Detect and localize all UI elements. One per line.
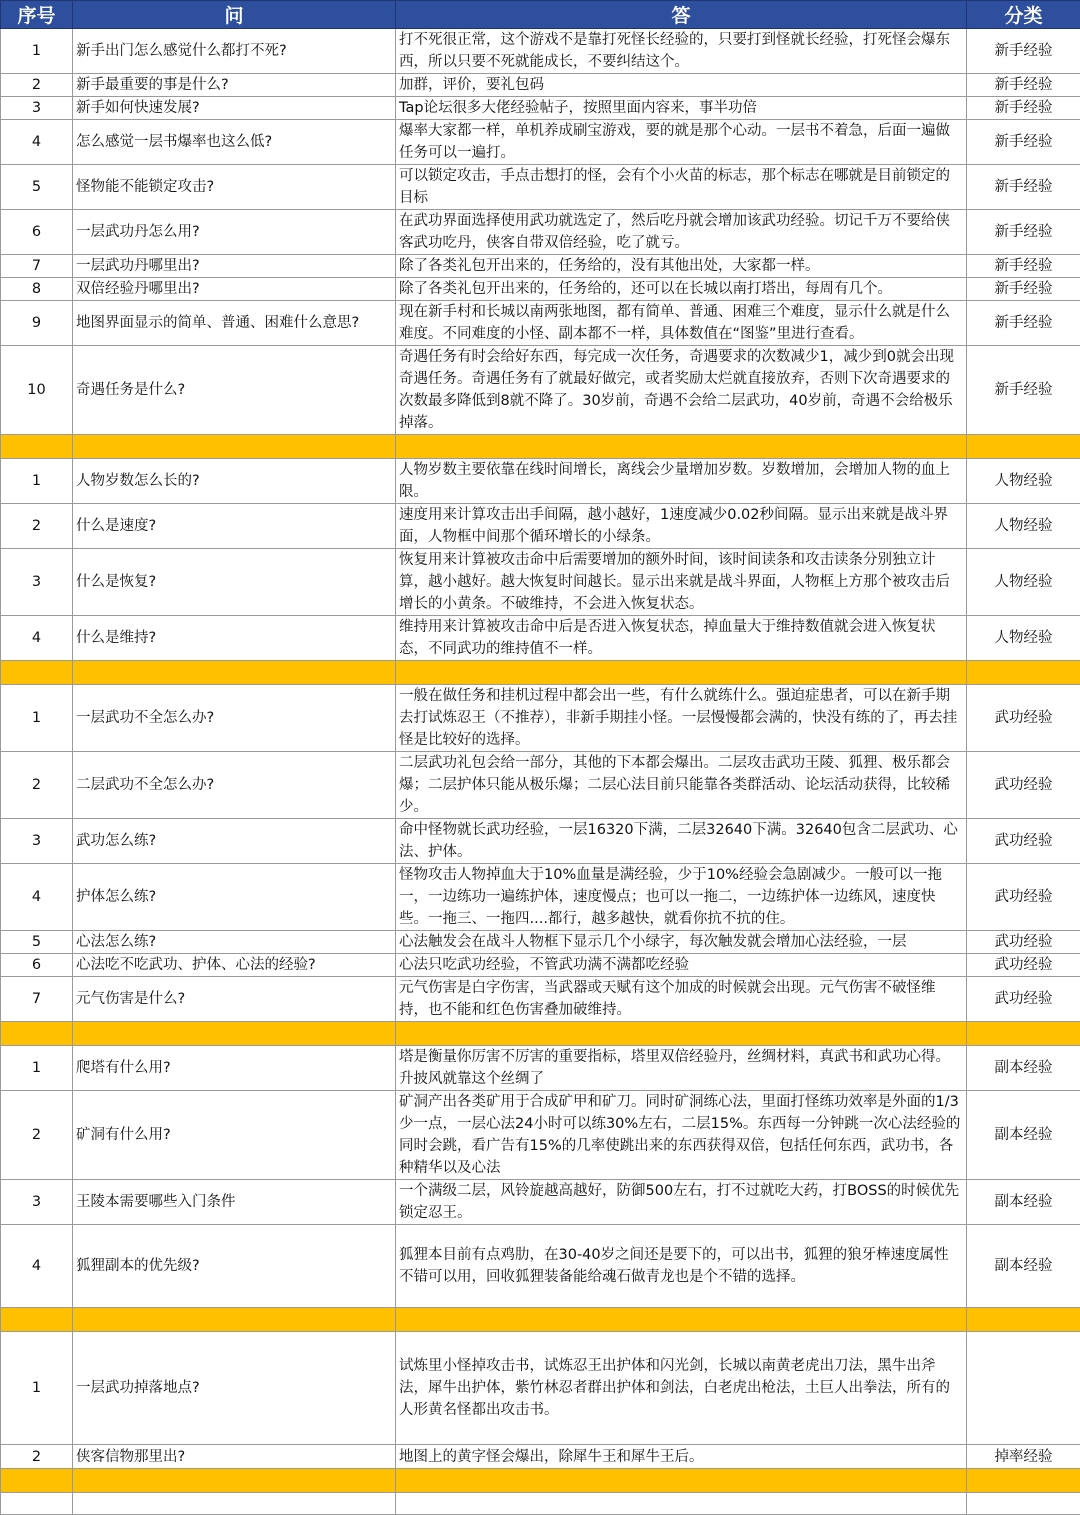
answer-cell[interactable]: 现在新手村和长城以南两张地图，都有简单、普通、困难三个难度，显示什么就是什么难度。不同难度的小怪、副本都不一样，具体数值在“图鉴”里进行查看。 — [396, 301, 967, 346]
question-cell[interactable]: 新手最重要的事是什么? — [73, 74, 396, 97]
answer-cell[interactable]: 打不死很正常，这个游戏不是靠打死怪长经验的，只要打到怪就长经验，打死怪会爆东西，所以只要不死就能成长，不要纠结这个。 — [396, 29, 967, 74]
separator-cell[interactable] — [967, 661, 1080, 685]
index-cell[interactable]: 2 — [1, 74, 73, 97]
table-row — [1, 1332, 1080, 1445]
category-cell[interactable] — [967, 1493, 1080, 1515]
question-cell[interactable]: 爬塔有什么用? — [73, 1046, 396, 1091]
index-cell[interactable]: 4 — [1, 616, 73, 661]
category-cell[interactable]: 武功经验 — [967, 752, 1080, 819]
index-cell[interactable]: 3 — [1, 1180, 73, 1225]
separator-cell[interactable] — [967, 1308, 1080, 1332]
category-cell[interactable]: 副本经验 — [967, 1225, 1080, 1308]
index-cell[interactable]: 3 — [1, 549, 73, 616]
question-cell[interactable]: 新手如何快速发展? — [73, 97, 396, 120]
answer-cell[interactable]: 地图上的黄字怪会爆出，除犀牛王和犀牛王后。 — [396, 1445, 967, 1469]
question-cell[interactable]: 什么是恢复? — [73, 549, 396, 616]
question-cell[interactable]: 一层武功丹哪里出? — [73, 255, 396, 278]
category-cell[interactable]: 新手经验 — [967, 301, 1080, 346]
category-cell[interactable]: 新手经验 — [967, 278, 1080, 301]
section-separator-row — [1, 1308, 1080, 1332]
category-cell[interactable]: 新手经验 — [967, 120, 1080, 165]
question-cell[interactable]: 武功怎么练? — [73, 819, 396, 864]
table-row — [1, 616, 1080, 661]
index-cell[interactable]: 2 — [1, 504, 73, 549]
table-row — [1, 977, 1080, 1022]
answer-cell[interactable]: 恢复用来计算被攻击命中后需要增加的额外时间，该时间读条和攻击读条分别独立计算，越小越好。越大恢复时间越长。显示出来就是战斗界面，人物框上方那个被攻击后增长的小黄条。不破维持，不会进入恢复状态。 — [396, 549, 967, 616]
category-cell[interactable]: 武功经验 — [967, 864, 1080, 931]
table-row — [1, 165, 1080, 210]
table-row — [1, 210, 1080, 255]
index-cell[interactable]: 1 — [1, 459, 73, 504]
category-cell[interactable]: 人物经验 — [967, 459, 1080, 504]
category-cell[interactable]: 新手经验 — [967, 255, 1080, 278]
table-row — [1, 931, 1080, 954]
index-cell[interactable]: 7 — [1, 255, 73, 278]
section-separator-row — [1, 1022, 1080, 1046]
separator-cell[interactable] — [73, 435, 396, 459]
category-cell[interactable]: 新手经验 — [967, 97, 1080, 120]
table-row — [1, 685, 1080, 752]
separator-cell[interactable] — [73, 1469, 396, 1493]
separator-cell[interactable] — [396, 435, 967, 459]
answer-cell[interactable]: 维持用来计算被攻击命中后是否进入恢复状态，掉血量大于维持数值就会进入恢复状态，不同武功的维持值不一样。 — [396, 616, 967, 661]
question-cell[interactable]: 元气伤害是什么? — [73, 977, 396, 1022]
answer-cell[interactable]: 狐狸本目前有点鸡肋，在30-40岁之间还是要下的，可以出书，狐狸的狼牙棒速度属性不错可以用，回收狐狸装备能给魂石做青龙也是个不错的选择。 — [396, 1225, 967, 1308]
index-cell[interactable]: 6 — [1, 210, 73, 255]
index-cell[interactable]: 1 — [1, 685, 73, 752]
answer-cell[interactable]: 怪物攻击人物掉血大于10%血量是满经验，少于10%经验会急剧减少。一般可以一拖一，一边练功一遍练护体，速度慢点；也可以一拖二，一边练护体一边练风，速度快些。一拖三、一拖四....都行，越多越快，就看你抗不抗的住。 — [396, 864, 967, 931]
separator-cell[interactable] — [396, 1469, 967, 1493]
category-cell[interactable]: 武功经验 — [967, 977, 1080, 1022]
table-row — [1, 278, 1080, 301]
index-cell[interactable] — [1, 1493, 73, 1515]
question-cell[interactable]: 矿洞有什么用? — [73, 1091, 396, 1180]
answer-cell[interactable]: 速度用来计算攻击出手间隔，越小越好，1速度减少0.02秒间隔。显示出来就是战斗界面，人物框中间那个循环增长的小绿条。 — [396, 504, 967, 549]
question-cell[interactable] — [73, 1493, 396, 1515]
table-row — [1, 954, 1080, 977]
table-row — [1, 255, 1080, 278]
category-cell[interactable]: 新手经验 — [967, 74, 1080, 97]
index-cell[interactable]: 10 — [1, 346, 73, 435]
answer-cell[interactable]: Tap论坛很多大佬经验帖子，按照里面内容来，事半功倍 — [396, 97, 967, 120]
header-question[interactable]: 问 — [73, 1, 396, 29]
category-cell[interactable]: 新手经验 — [967, 210, 1080, 255]
answer-cell[interactable]: 爆率大家都一样，单机养成刷宝游戏，要的就是那个心动。一层书不着急，后面一遍做任务可以一遍打。 — [396, 120, 967, 165]
index-cell[interactable]: 7 — [1, 977, 73, 1022]
question-cell[interactable]: 一层武功不全怎么办? — [73, 685, 396, 752]
separator-cell[interactable] — [1, 1308, 73, 1332]
answer-cell[interactable]: 奇遇任务有时会给好东西，每完成一次任务，奇遇要求的次数减少1，减少到0就会出现奇遇任务。奇遇任务有了就最好做完，或者奖励太烂就直接放弃，否则下次奇遇要求的次数最多降低到8就不降了。30岁前，奇遇不会给二层武功，40岁前，奇遇不会给极乐掉落。 — [396, 346, 967, 435]
index-cell[interactable]: 1 — [1, 29, 73, 74]
category-cell[interactable] — [967, 1332, 1080, 1445]
answer-cell[interactable]: 心法触发会在战斗人物框下显示几个小绿字，每次触发就会增加心法经验，一层 — [396, 931, 967, 954]
table-row — [1, 864, 1080, 931]
category-cell[interactable]: 人物经验 — [967, 616, 1080, 661]
section-separator-row — [1, 435, 1080, 459]
category-cell[interactable]: 新手经验 — [967, 165, 1080, 210]
category-cell[interactable]: 副本经验 — [967, 1046, 1080, 1091]
table-row — [1, 97, 1080, 120]
separator-cell[interactable] — [1, 435, 73, 459]
question-cell[interactable]: 狐狸副本的优先级? — [73, 1225, 396, 1308]
answer-cell[interactable]: 矿洞产出各类矿用于合成矿甲和矿刀。同时矿洞练心法，里面打怪练功效率是外面的1/3少一点，一层心法24小时可以练30%左右，二层15%。东西每一分钟跳一次心法经验的同时会跳，看广告有15%的几率使跳出来的东西获得双倍，包括任何东西，武功书，各种精华以及心法 — [396, 1091, 967, 1180]
question-cell[interactable]: 心法怎么练? — [73, 931, 396, 954]
question-cell[interactable]: 人物岁数怎么长的? — [73, 459, 396, 504]
separator-cell[interactable] — [967, 1022, 1080, 1046]
header-index[interactable]: 序号 — [1, 1, 73, 29]
separator-cell[interactable] — [396, 1022, 967, 1046]
section-separator-row — [1, 1469, 1080, 1493]
question-cell[interactable]: 怎么感觉一层书爆率也这么低? — [73, 120, 396, 165]
separator-cell[interactable] — [73, 1022, 396, 1046]
table-row — [1, 1493, 1080, 1515]
table-row — [1, 301, 1080, 346]
category-cell[interactable]: 副本经验 — [967, 1091, 1080, 1180]
answer-cell[interactable]: 塔是衡量你厉害不厉害的重要指标，塔里双倍经验丹，丝绸材料，真武书和武功心得。升披风就靠这个丝绸了 — [396, 1046, 967, 1091]
table-row — [1, 29, 1080, 74]
separator-cell[interactable] — [73, 661, 396, 685]
index-cell[interactable]: 3 — [1, 97, 73, 120]
table-row — [1, 74, 1080, 97]
index-cell[interactable]: 4 — [1, 1225, 73, 1308]
table-row — [1, 549, 1080, 616]
answer-cell[interactable]: 一个满级二层，风铃旋越高越好，防御500左右，打不过就吃大药，打BOSS的时候优先锁定忍王。 — [396, 1180, 967, 1225]
answer-cell[interactable]: 二层武功礼包会给一部分，其他的下本都会爆出。二层攻击武功王陵、狐狸、极乐都会爆；二层护体只能从极乐爆；二层心法目前只能靠各类群活动、论坛活动获得，比较稀少。 — [396, 752, 967, 819]
question-cell[interactable]: 地图界面显示的简单、普通、困难什么意思? — [73, 301, 396, 346]
question-cell[interactable]: 二层武功不全怎么办? — [73, 752, 396, 819]
answer-cell[interactable]: 命中怪物就长武功经验，一层16320下满，二层32640下满。32640包含二层武功、心法、护体。 — [396, 819, 967, 864]
category-cell[interactable]: 人物经验 — [967, 504, 1080, 549]
category-cell[interactable]: 武功经验 — [967, 931, 1080, 954]
question-cell[interactable]: 新手出门怎么感觉什么都打不死? — [73, 29, 396, 74]
answer-cell[interactable] — [396, 1493, 967, 1515]
table-row — [1, 1445, 1080, 1469]
index-cell[interactable]: 8 — [1, 278, 73, 301]
answer-cell[interactable]: 心法只吃武功经验，不管武功满不满都吃经验 — [396, 954, 967, 977]
index-cell[interactable]: 5 — [1, 165, 73, 210]
separator-cell[interactable] — [1, 661, 73, 685]
question-cell[interactable]: 护体怎么练? — [73, 864, 396, 931]
index-cell[interactable]: 2 — [1, 752, 73, 819]
separator-cell[interactable] — [1, 1469, 73, 1493]
question-cell[interactable]: 一层武功掉落地点? — [73, 1332, 396, 1445]
index-cell[interactable]: 4 — [1, 864, 73, 931]
question-cell[interactable]: 怪物能不能锁定攻击? — [73, 165, 396, 210]
question-cell[interactable]: 奇遇任务是什么? — [73, 346, 396, 435]
section-separator-row — [1, 661, 1080, 685]
category-cell[interactable]: 武功经验 — [967, 954, 1080, 977]
answer-cell[interactable]: 除了各类礼包开出来的，任务给的，还可以在长城以南打塔出，每周有几个。 — [396, 278, 967, 301]
separator-cell[interactable] — [967, 435, 1080, 459]
index-cell[interactable]: 6 — [1, 954, 73, 977]
answer-cell[interactable]: 可以锁定攻击，手点击想打的怪，会有个小火苗的标志，那个标志在哪就是目前锁定的目标 — [396, 165, 967, 210]
answer-cell[interactable]: 在武功界面选择使用武功就选定了，然后吃丹就会增加该武功经验。切记千万不要给侠客武功吃丹，侠客自带双倍经验，吃了就亏。 — [396, 210, 967, 255]
category-cell[interactable]: 人物经验 — [967, 549, 1080, 616]
separator-cell[interactable] — [1, 1022, 73, 1046]
index-cell[interactable]: 5 — [1, 931, 73, 954]
index-cell[interactable]: 2 — [1, 1445, 73, 1469]
index-cell[interactable]: 3 — [1, 819, 73, 864]
table-row — [1, 1046, 1080, 1091]
table-row — [1, 752, 1080, 819]
table-row — [1, 120, 1080, 165]
table-row — [1, 459, 1080, 504]
question-cell[interactable]: 王陵本需要哪些入门条件 — [73, 1180, 396, 1225]
answer-cell[interactable]: 一般在做任务和挂机过程中都会出一些，有什么就练什么。强迫症患者，可以在新手期去打试炼忍王（不推荐），非新手期挂小怪。一层慢慢都会满的，快没有练的了，再去挂怪是比较好的选择。 — [396, 685, 967, 752]
index-cell[interactable]: 1 — [1, 1332, 73, 1445]
separator-cell[interactable] — [396, 1308, 967, 1332]
category-cell[interactable]: 新手经验 — [967, 29, 1080, 74]
table-row — [1, 504, 1080, 549]
header-category[interactable]: 分类 — [967, 1, 1080, 29]
table-row — [1, 346, 1080, 435]
question-cell[interactable]: 什么是维持? — [73, 616, 396, 661]
question-cell[interactable]: 双倍经验丹哪里出? — [73, 278, 396, 301]
category-cell[interactable]: 新手经验 — [967, 346, 1080, 435]
header-row — [1, 1, 1080, 29]
table-row — [1, 1091, 1080, 1180]
index-cell[interactable]: 2 — [1, 1091, 73, 1180]
table-row — [1, 819, 1080, 864]
category-cell[interactable]: 武功经验 — [967, 685, 1080, 752]
separator-cell[interactable] — [967, 1469, 1080, 1493]
question-cell[interactable]: 侠客信物那里出? — [73, 1445, 396, 1469]
category-cell[interactable]: 武功经验 — [967, 819, 1080, 864]
question-cell[interactable]: 什么是速度? — [73, 504, 396, 549]
answer-cell[interactable]: 除了各类礼包开出来的，任务给的，没有其他出处，大家都一样。 — [396, 255, 967, 278]
answer-cell[interactable]: 元气伤害是白字伤害，当武器或天赋有这个加成的时候就会出现。元气伤害不破怪维持，也不能和红色伤害叠加破维持。 — [396, 977, 967, 1022]
category-cell[interactable]: 掉率经验 — [967, 1445, 1080, 1469]
table-body — [1, 29, 1080, 1515]
category-cell[interactable]: 副本经验 — [967, 1180, 1080, 1225]
answer-cell[interactable]: 人物岁数主要依靠在线时间增长，离线会少量增加岁数。岁数增加，会增加人物的血上限。 — [396, 459, 967, 504]
index-cell[interactable]: 4 — [1, 120, 73, 165]
header-answer[interactable]: 答 — [396, 1, 967, 29]
index-cell[interactable]: 1 — [1, 1046, 73, 1091]
question-cell[interactable]: 一层武功丹怎么用? — [73, 210, 396, 255]
answer-cell[interactable]: 加群，评价，要礼包码 — [396, 74, 967, 97]
separator-cell[interactable] — [396, 661, 967, 685]
table-row — [1, 1180, 1080, 1225]
question-cell[interactable]: 心法吃不吃武功、护体、心法的经验? — [73, 954, 396, 977]
separator-cell[interactable] — [73, 1308, 396, 1332]
index-cell[interactable]: 9 — [1, 301, 73, 346]
answer-cell[interactable]: 试炼里小怪掉攻击书，试炼忍王出护体和闪光剑，长城以南黄老虎出刀法，黑牛出斧法，犀牛出护体，紫竹林忍者群出护体和剑法，白老虎出枪法，土巨人出拳法，所有的人形黄名怪都出攻击书。 — [396, 1332, 967, 1445]
table-row — [1, 1225, 1080, 1308]
